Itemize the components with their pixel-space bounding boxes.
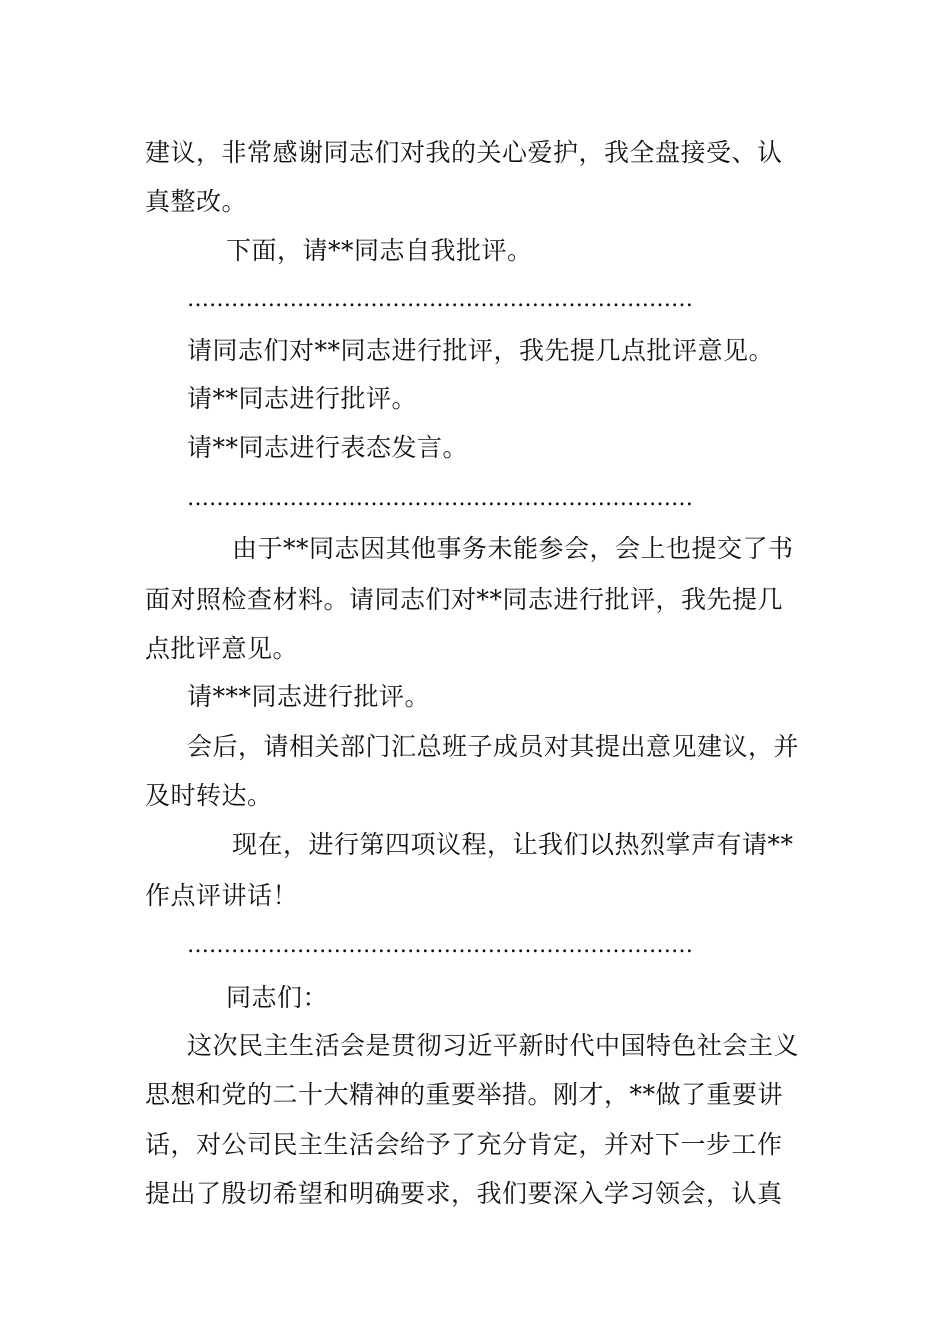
paragraph-line: 作点评讲话！ xyxy=(145,881,299,910)
paragraph-line: 点批评意见。 xyxy=(145,634,299,663)
paragraph-line: 会后，请相关部门汇总班子成员对其提出意见建议，并 xyxy=(187,732,800,761)
paragraph-line: 现在，进行第四项议程，让我们以热烈掌声有请** xyxy=(232,830,794,859)
paragraph-line: 请***同志进行批评。 xyxy=(187,682,431,711)
paragraph-line: 面对照检查材料。请同志们对**同志进行批评，我先提几 xyxy=(145,585,784,614)
paragraph-line: 下面，请**同志自我批评。 xyxy=(226,236,533,265)
paragraph-line: 同志们： xyxy=(226,983,329,1012)
paragraph-line: 这次民主生活会是贯彻习近平新时代中国特色社会主义 xyxy=(187,1031,800,1060)
paragraph-line: 由于**同志因其他事务未能参会，会上也提交了书 xyxy=(232,534,794,563)
paragraph-line: 话，对公司民主生活会给予了充分肯定，并对下一步工作 xyxy=(145,1130,783,1159)
paragraph-line: 请**同志进行批评。 xyxy=(187,384,418,413)
paragraph-line: 请同志们对**同志进行批评，我先提几点批评意见。 xyxy=(187,336,775,365)
ellipsis-divider: …………………………………………………………… xyxy=(187,486,693,511)
paragraph-line: 建议，非常感谢同志们对我的关心爱护，我全盘接受、认 xyxy=(145,138,783,167)
ellipsis-divider: …………………………………………………………… xyxy=(187,933,693,958)
paragraph-line: 及时转达。 xyxy=(145,781,273,810)
paragraph-line: 真整改。 xyxy=(145,187,248,216)
paragraph-line: 思想和党的二十大精神的重要举措。刚才，**做了重要讲 xyxy=(145,1080,784,1109)
paragraph-line: 提出了殷切希望和明确要求，我们要深入学习领会，认真 xyxy=(145,1179,783,1208)
paragraph-line: 请**同志进行表态发言。 xyxy=(187,433,469,462)
ellipsis-divider: …………………………………………………………… xyxy=(187,287,693,312)
